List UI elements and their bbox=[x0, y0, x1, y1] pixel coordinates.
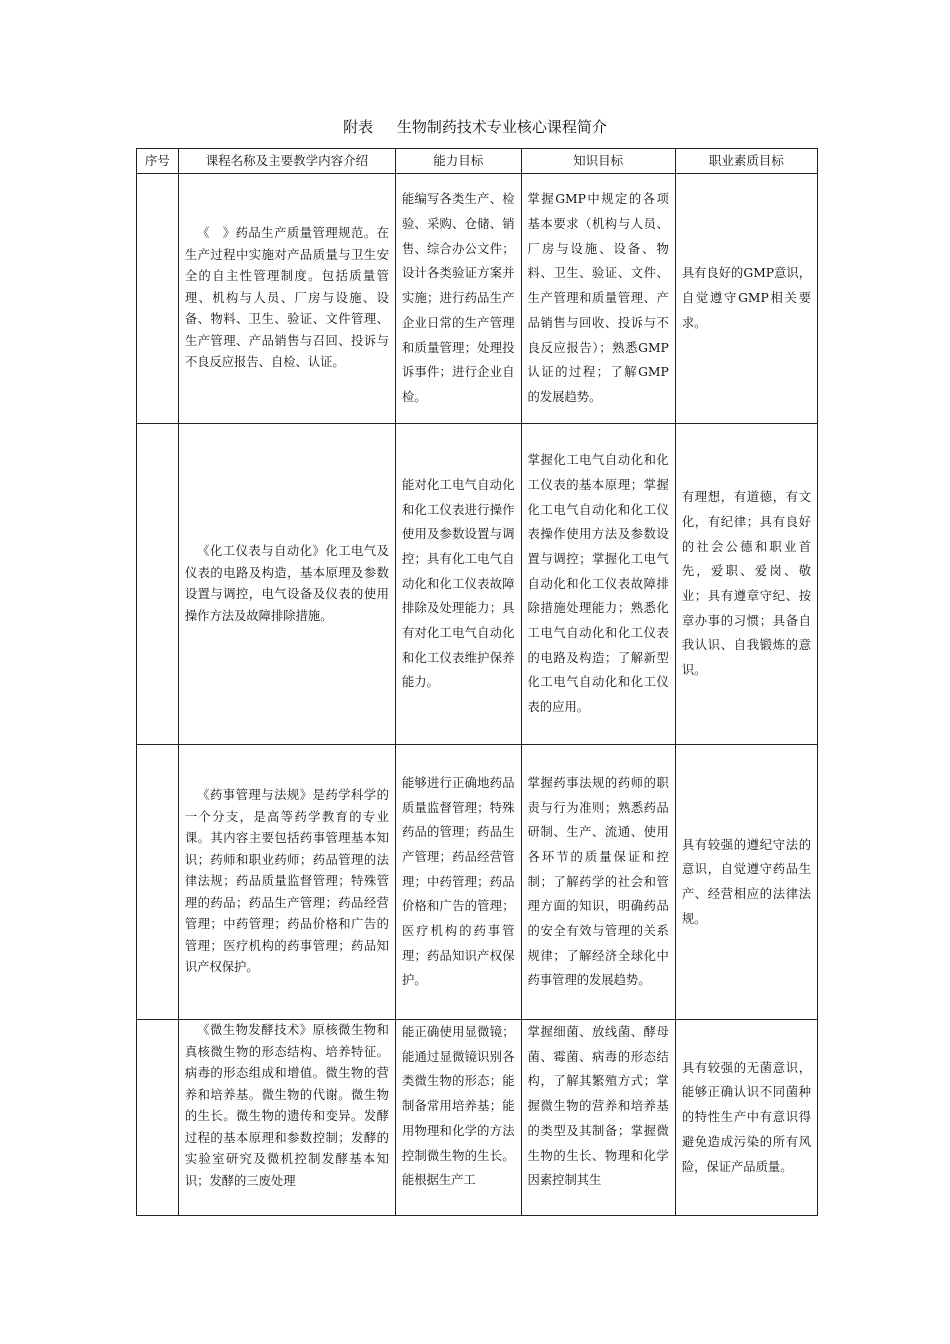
seq-cell bbox=[137, 745, 179, 1020]
quality-cell: 具有较强的遵纪守法的意识，自觉遵守药品生产、经营相应的法律法规。 bbox=[675, 745, 817, 1020]
knowledge-cell: 掌握GMP中规定的各项基本要求（机构与人员、厂房与设施、设备、物料、卫生、验证、文件、生产管理和质量管理、产品销售与回收、投诉与不良反应报告）；熟悉GMP认证的过程；了解GMP的发展趋势。 bbox=[521, 174, 675, 424]
seq-cell bbox=[137, 174, 179, 424]
seq-cell bbox=[137, 1020, 179, 1216]
course-description: 《微生物发酵技术》原核微生物和真核微生物的形态结构、培养特征。病毒的形态组成和增值。微生物的营养和培养基。微生物的代谢。微生物的生长。微生物的遗传和变异。发酵过程的基本原理和参数控制；发酵的实验室研究及微机控制发酵基本知识；发酵的三废处理 bbox=[178, 1020, 395, 1216]
header-ability: 能力目标 bbox=[395, 149, 521, 174]
course-description: 《化工仪表与自动化》化工电气及仪表的电路及构造，基本原理及参数设置与调控，电气设备及仪表的使用操作方法及故障排除措施。 bbox=[178, 424, 395, 745]
header-seq: 序号 bbox=[137, 149, 179, 174]
quality-cell: 具有较强的无菌意识，能够正确认识不同菌种的特性生产中有意识得避免造成污染的所有风险，保证产品质量。 bbox=[675, 1020, 817, 1216]
title-main: 生物制药技术专业核心课程简介 bbox=[396, 118, 607, 136]
course-description: 《药事管理与法规》是药学科学的一个分支，是高等药学教育的专业课。其内容主要包括药事管理基本知识；药师和职业药师；药品管理的法律法规；药品质量监督管理；特殊管理的药品；药品生产管理；药品经营管理；中药管理；药品价格和广告的管理；医疗机构的药事管理；药品知识产权保护。 bbox=[178, 745, 395, 1020]
header-knowledge: 知识目标 bbox=[521, 149, 675, 174]
ability-cell: 能编写各类生产、检验、采购、仓储、销售、综合办公文件；设计各类验证方案并实施；进行药品生产企业日常的生产管理和质量管理；处理投诉事件；进行企业自检。 bbox=[395, 174, 521, 424]
header-course: 课程名称及主要教学内容介绍 bbox=[178, 149, 395, 174]
table-row bbox=[137, 745, 818, 1020]
seq-cell bbox=[137, 424, 179, 745]
table-header-row bbox=[137, 149, 818, 174]
knowledge-cell: 掌握药事法规的药师的职责与行为准则；熟悉药品研制、生产、流通、使用各环节的质量保证和控制；了解药学的社会和管理方面的知识，明确药品的安全有效与管理的关系规律；了解经济全球化中药事管理的发展趋势。 bbox=[521, 745, 675, 1020]
table-row bbox=[137, 1020, 818, 1216]
ability-cell: 能够进行正确地药品质量监督管理；特殊药品的管理；药品生产管理；药品经营管理；中药管理；药品价格和广告的管理；医疗机构的药事管理；药品知识产权保护。 bbox=[395, 745, 521, 1020]
ability-cell: 能对化工电气自动化和化工仪表进行操作使用及参数设置与调控；具有化工电气自动化和化工仪表故障排除及处理能力；具有对化工电气自动化和化工仪表维护保养能力。 bbox=[395, 424, 521, 745]
page-title bbox=[0, 116, 950, 137]
quality-cell: 具有良好的GMP意识，自觉遵守GMP相关要求。 bbox=[675, 174, 817, 424]
ability-cell: 能正确使用显微镜；能通过显微镜识别各类微生物的形态；能制备常用培养基；能用物理和化学的方法控制微生物的生长。能根据生产工 bbox=[395, 1020, 521, 1216]
knowledge-cell: 掌握细菌、放线菌、酵母菌、霉菌、病毒的形态结构，了解其繁殖方式；掌握微生物的营养和培养基的类型及其制备；掌握微生物的生长、物理和化学因素控制其生 bbox=[521, 1020, 675, 1216]
course-description: 《 》药品生产质量管理规范。在生产过程中实施对产品质量与卫生安全的自主性管理制度。包括质量管理、机构与人员、厂房与设施、设备、物料、卫生、验证、文件管理、生产管理、产品销售与召回、投诉与不良反应报告、自检、认证。 bbox=[178, 174, 395, 424]
knowledge-cell: 掌握化工电气自动化和化工仪表的基本原理；掌握化工电气自动化和化工仪表操作使用方法及参数设置与调控；掌握化工电气自动化和化工仪表故障排除措施处理能力；熟悉化工电气自动化和化工仪表的电路及构造；了解新型化工电气自动化和化工仪表的应用。 bbox=[521, 424, 675, 745]
title-prefix: 附表 bbox=[343, 118, 374, 136]
header-quality: 职业素质目标 bbox=[675, 149, 817, 174]
quality-cell: 有理想，有道德，有文化，有纪律；具有良好的社会公德和职业首先，爱职、爱岗、敬业；具有遵章守纪、按章办事的习惯；具备自我认识、自我锻炼的意识。 bbox=[675, 424, 817, 745]
course-table bbox=[136, 148, 818, 1216]
table-row bbox=[137, 424, 818, 745]
table-row bbox=[137, 174, 818, 424]
